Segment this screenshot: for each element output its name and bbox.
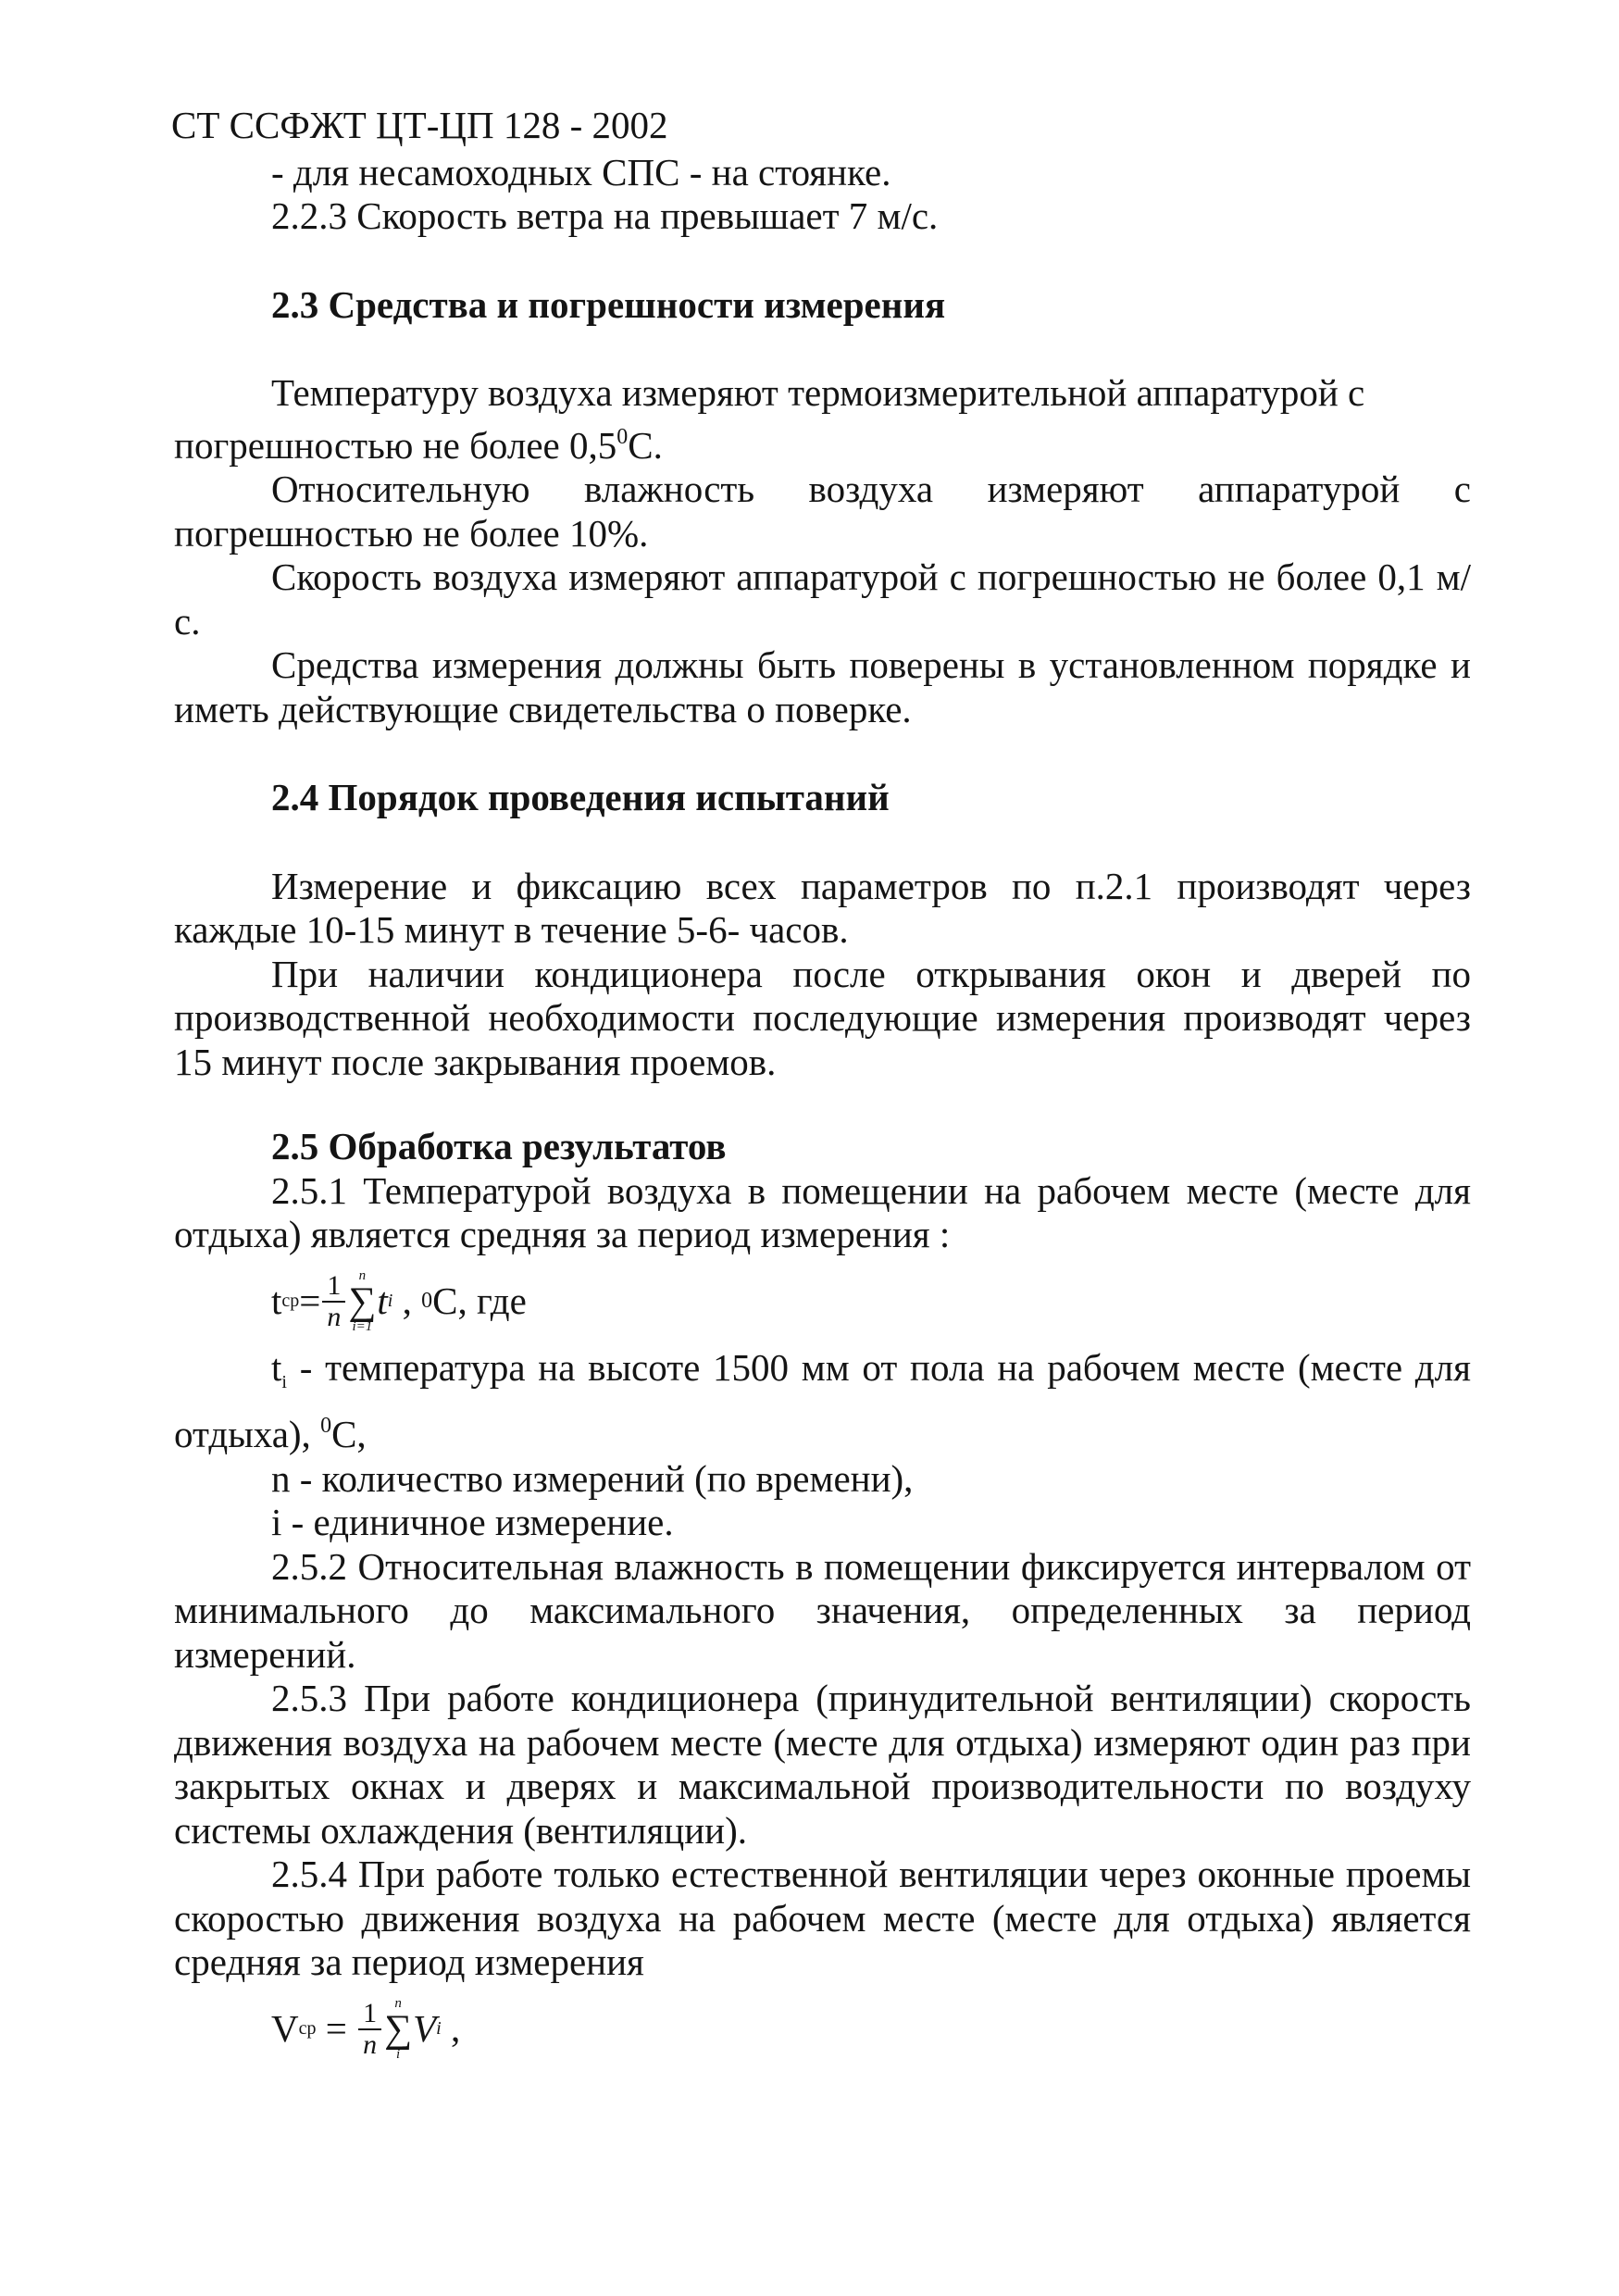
formula-fraction — [358, 1999, 381, 2060]
paragraph-2-5-1: 2.5.1 Температурой воздуха в помещении на рабочем месте (месте для отдыха) является средняя за период измерения : — [174, 1168, 1471, 1255]
definition-n: n - количество измерений (по времени), — [271, 1456, 914, 1500]
formula-tail-unit: С, где — [432, 1279, 527, 1322]
formula-lhs-subscript: ср — [281, 1290, 300, 1311]
formula-lhs-subscript: ср — [298, 2017, 317, 2039]
paragraph-air-conditioner-note: При наличии кондиционера после открывания окон и дверей по производственной необходимости последующие измерения производят через 15 минут после закрывания проемов. — [174, 952, 1471, 1083]
paragraph-2-5-3: 2.5.3 При работе кондиционера (принудительной вентиляции) скорость движения воздуха на рабочем месте (месте для отдыха) измеряют один раз при закрытых окнах и дверях и максимальной производительности по воздуху системы охлаждения (вентиляции). — [174, 1677, 1471, 1852]
summation-upper-limit: n — [394, 1995, 402, 2011]
formula-equals: = — [316, 2006, 357, 2050]
paragraph-air-speed-measurement: Скорость воздуха измеряют аппаратурой с погрешностью не более 0,1 м/с. — [174, 555, 1471, 643]
formula-term: t — [377, 1279, 388, 1322]
summation-lower-limit: i — [396, 2046, 401, 2062]
formula-lhs: V — [271, 2006, 299, 2050]
paragraph-measurement-interval: Измерение и фиксацию всех параметров по п.2.1 производят через каждые 10-15 минут в течение 5-6- часов. — [174, 864, 1471, 951]
section-heading-2-4: 2.4 Порядок проведения испытаний — [271, 776, 890, 818]
formula-fraction — [322, 1271, 345, 1332]
paragraph-text: погрешностью не более 0,5 — [174, 423, 617, 467]
paragraph-2-5-2: 2.5.2 Относительная влажность в помещении фиксируется интервалом от минимального до максимального значения, определенных за период измерений. — [174, 1544, 1471, 1676]
fraction-denominator: n — [363, 2028, 378, 2060]
formula-tail: , — [392, 1279, 422, 1322]
paragraph-humidity-measurement: Относительную влажность воздуха измеряют аппаратурой с погрешностью не более 10%. — [174, 468, 1471, 555]
degree-superscript: 0 — [616, 424, 629, 449]
summation-sign: ∑ — [348, 1279, 377, 1323]
definition-unit: С, — [331, 1413, 367, 1455]
formula-equals: = — [299, 1279, 321, 1322]
fraction-numerator: 1 — [358, 1999, 381, 2030]
summation-sign: ∑ — [384, 2007, 413, 2051]
paragraph-2-2-3: 2.2.3 Скорость ветра на превышает 7 м/с. — [271, 194, 939, 237]
formula-term: V — [413, 2006, 437, 2050]
fraction-denominator: n — [327, 1301, 342, 1332]
formula-mean-air-speed — [174, 1985, 1471, 2074]
formula-mean-temperature — [174, 1257, 1471, 1346]
definition-variable-subscript: i — [281, 1371, 287, 1392]
paragraph-text: С. — [628, 423, 663, 467]
summation — [348, 1269, 376, 1334]
summation — [384, 1997, 412, 2062]
section-heading-2-3: 2.3 Средства и погрешности измерения — [271, 282, 946, 326]
paragraph-2-5-4: 2.5.4 При работе только естественной вентиляции через оконные проемы скоростью движения воздуха на рабочем месте (месте для отдыха) является средняя за период измерения — [174, 1853, 1471, 1983]
formula-term-subscript: i — [436, 2017, 442, 2039]
definition-ti — [174, 1346, 1471, 1457]
summation-upper-limit: n — [358, 1267, 367, 1283]
formula-lhs: t — [271, 1279, 282, 1322]
document-code-header: СТ ССФЖТ ЦТ-ЦП 128 - 2002 — [171, 104, 668, 146]
degree-superscript: 0 — [320, 1414, 332, 1438]
section-heading-2-5: 2.5 Обработка результатов — [271, 1125, 727, 1167]
fraction-numerator: 1 — [322, 1271, 345, 1303]
formula-term-subscript: i — [387, 1290, 393, 1311]
paragraph-text: Температуру воздуха измеряют термоизмерительной аппаратурой с — [271, 371, 1365, 414]
definition-text: - температура на высоте 1500 мм от пола на рабочем месте (месте для отдыха), — [174, 1345, 1471, 1455]
summation-lower-limit: i=1 — [352, 1318, 373, 1334]
list-item-non-self-propelled: - для несамоходных СПС - на стоянке. — [271, 150, 891, 193]
definition-i: i - единичное измерение. — [271, 1501, 674, 1543]
paragraph-temperature-measurement — [174, 371, 1471, 468]
formula-tail: , — [441, 2006, 461, 2050]
degree-superscript: 0 — [421, 1288, 433, 1313]
definition-variable: t — [271, 1345, 282, 1389]
paragraph-instrument-verification: Средства измерения должны быть поверены в установленном порядке и иметь действующие свидетельства о поверке. — [174, 643, 1471, 730]
